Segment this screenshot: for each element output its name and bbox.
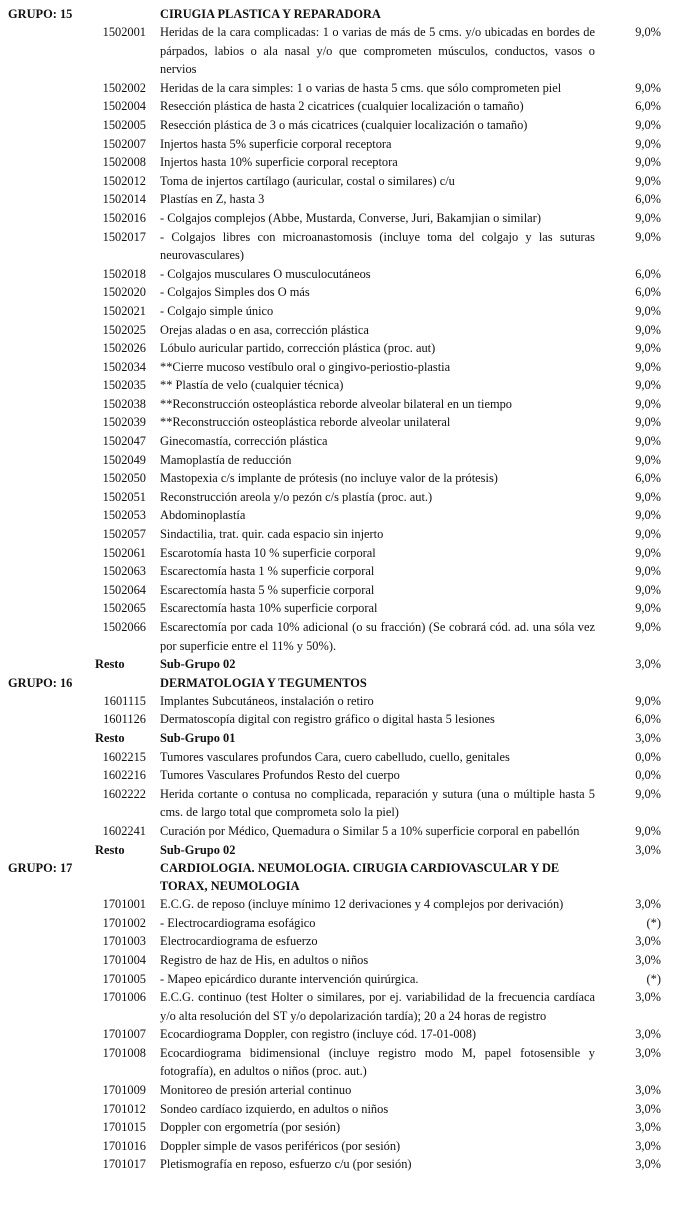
table-row xyxy=(0,116,698,135)
table-row xyxy=(0,395,698,414)
procedure-code: 1502016 xyxy=(102,210,146,225)
table-row xyxy=(0,1044,698,1081)
procedure-description: Injertos hasta 10% superficie corporal receptora xyxy=(160,155,398,170)
table-row xyxy=(0,321,698,340)
procedure-description: Herida cortante o contusa no complicada, reparación y sutura (una o múltiple hasta 5 cms. de largo total que comprometa solo la piel) xyxy=(160,786,595,820)
group-header xyxy=(0,5,698,23)
percentage: 9,0% xyxy=(635,415,661,430)
procedure-description: **Reconstrucción osteoplástica reborde alveolar unilateral xyxy=(160,415,451,430)
percentage: 9,0% xyxy=(635,136,661,151)
percentage: 9,0% xyxy=(635,341,661,356)
procedure-description: Toma de injertos cartílago (auricular, costal o similares) c/u xyxy=(160,173,455,188)
table-row xyxy=(0,228,698,265)
table-row xyxy=(0,1118,698,1137)
percentage: 3,0% xyxy=(635,1045,661,1060)
procedure-description: Resección plástica de 3 o más cicatrices (cualquier localización o tamaño) xyxy=(160,117,528,132)
table-row xyxy=(0,914,698,933)
procedure-code: 1701012 xyxy=(102,1101,146,1116)
table-row xyxy=(0,932,698,951)
percentage: 3,0% xyxy=(635,730,661,745)
procedure-code: 1701001 xyxy=(102,897,146,912)
procedure-description: - Colgajo simple único xyxy=(160,303,274,318)
table-row xyxy=(0,951,698,970)
procedure-code: 1701006 xyxy=(102,990,146,1005)
procedure-description: Plastías en Z, hasta 3 xyxy=(160,192,265,207)
procedure-code: 1701015 xyxy=(102,1120,146,1135)
percentage: 9,0% xyxy=(635,359,661,374)
procedure-description: Doppler simple de vasos periféricos (por sesión) xyxy=(160,1138,401,1153)
percentage: 9,0% xyxy=(635,210,661,225)
procedure-code: 1502018 xyxy=(102,266,146,281)
procedure-code: 1502063 xyxy=(102,564,146,579)
percentage: 9,0% xyxy=(635,582,661,597)
procedure-code: 1701008 xyxy=(102,1045,146,1060)
table-row xyxy=(0,172,698,191)
procedure-code: 1502005 xyxy=(102,117,146,132)
percentage: 9,0% xyxy=(635,564,661,579)
procedure-code: 1502007 xyxy=(102,136,146,151)
procedure-description: Registro de haz de His, en adultos o niños xyxy=(160,952,369,967)
table-row xyxy=(0,895,698,914)
procedure-code: 1502020 xyxy=(102,285,146,300)
percentage: 6,0% xyxy=(635,266,661,281)
procedure-description: Orejas aladas o en asa, corrección plástica xyxy=(160,322,369,337)
procedure-description: Implantes Subcutáneos, instalación o retiro xyxy=(160,693,374,708)
procedure-code: 1701009 xyxy=(102,1083,146,1098)
percentage: 9,0% xyxy=(635,786,661,801)
procedure-description: Reconstrucción areola y/o pezón c/s plastía (proc. aut.) xyxy=(160,489,433,504)
procedure-code: 1502026 xyxy=(102,341,146,356)
procedure-code: 1502021 xyxy=(102,303,146,318)
percentage: 3,0% xyxy=(635,934,661,949)
procedure-code: 1502012 xyxy=(102,173,146,188)
percentage: 3,0% xyxy=(635,1157,661,1172)
percentage: 6,0% xyxy=(635,471,661,486)
table-row xyxy=(0,710,698,729)
table-row xyxy=(0,432,698,451)
procedure-description: Escarectomía hasta 5 % superficie corporal xyxy=(160,582,375,597)
procedure-code: 1602216 xyxy=(102,768,146,783)
procedure-code: 1602241 xyxy=(102,823,146,838)
procedure-code: 1502047 xyxy=(102,434,146,449)
percentage: 9,0% xyxy=(635,80,661,95)
procedure-description: **Cierre mucoso vestíbulo oral o gingivo-periostio-plastia xyxy=(160,359,451,374)
procedure-code: 1502034 xyxy=(102,359,146,374)
subgroup-name: Sub-Grupo 01 xyxy=(160,730,236,745)
percentage: (*) xyxy=(646,915,661,930)
table-row xyxy=(0,692,698,711)
subgroup-name: Sub-Grupo 02 xyxy=(160,842,236,857)
table-row xyxy=(0,97,698,116)
table-row xyxy=(0,469,698,488)
table-row xyxy=(0,1025,698,1044)
percentage: 9,0% xyxy=(635,117,661,132)
table-row xyxy=(0,506,698,525)
procedure-code: 1701016 xyxy=(102,1138,146,1153)
procedure-description: E.C.G. continuo (test Holter o similares, por ej. variabilidad de la frecuencia cardíaca y/o alta resolución del ST y/o depolarización tardía); 20 a 24 horas de registro xyxy=(160,990,595,1023)
procedure-description: **Reconstrucción osteoplástica reborde alveolar bilateral en un tiempo xyxy=(160,396,512,411)
table-row xyxy=(0,1081,698,1100)
procedure-code: 1502051 xyxy=(102,489,146,504)
percentage: 9,0% xyxy=(635,396,661,411)
resto-label: Resto xyxy=(95,730,125,745)
procedure-code: 1701004 xyxy=(102,952,146,967)
procedure-description: - Colgajos Simples dos O más xyxy=(160,285,310,300)
percentage: 9,0% xyxy=(635,527,661,542)
percentage: 3,0% xyxy=(635,1138,661,1153)
table-row xyxy=(0,79,698,98)
percentage: 9,0% xyxy=(635,508,661,523)
percentage: 3,0% xyxy=(635,1027,661,1042)
table-row xyxy=(0,766,698,785)
procedure-code: 1502061 xyxy=(102,545,146,560)
procedure-description: ** Plastía de velo (cualquier técnica) xyxy=(160,378,344,393)
procedure-code: 1602215 xyxy=(102,749,146,764)
subgroup-row xyxy=(0,655,698,674)
procedure-code: 1502050 xyxy=(102,471,146,486)
percentage: 3,0% xyxy=(635,657,661,672)
procedure-description: Injertos hasta 5% superficie corporal receptora xyxy=(160,136,392,151)
procedure-code: 1502001 xyxy=(102,25,146,39)
procedure-code: 1701005 xyxy=(102,971,146,986)
percentage: 9,0% xyxy=(635,322,661,337)
procedure-description: Electrocardiograma de esfuerzo xyxy=(160,934,318,949)
group-label: GRUPO: 17 xyxy=(8,861,73,876)
procedure-description: Dermatoscopía digital con registro gráfico o digital hasta 5 lesiones xyxy=(160,712,495,727)
table-row xyxy=(0,988,698,1025)
table-row xyxy=(0,1137,698,1156)
table-row xyxy=(0,190,698,209)
procedure-code: 1502064 xyxy=(102,582,146,597)
procedure-code: 1502014 xyxy=(102,192,146,207)
subgroup-row xyxy=(0,729,698,748)
procedure-description: Escarectomía hasta 1 % superficie corporal xyxy=(160,564,375,579)
table-row xyxy=(0,451,698,470)
procedure-code: 1701007 xyxy=(102,1027,146,1042)
procedure-description: Mastopexia c/s implante de prótesis (no incluye valor de la prótesis) xyxy=(160,471,498,486)
procedure-code: 1502053 xyxy=(102,508,146,523)
subgroup-row xyxy=(0,841,698,860)
table-row xyxy=(0,413,698,432)
procedure-code: 1502066 xyxy=(102,620,146,634)
procedure-description: Monitoreo de presión arterial continuo xyxy=(160,1083,352,1098)
procedure-code: 1502008 xyxy=(102,155,146,170)
percentage: 3,0% xyxy=(635,1101,661,1116)
percentage: 6,0% xyxy=(635,99,661,114)
procedure-code: 1502017 xyxy=(102,229,146,244)
procedure-description: Resección plástica de hasta 2 cicatrices (cualquier localización o tamaño) xyxy=(160,99,524,114)
table-row xyxy=(0,1155,698,1174)
table-row xyxy=(0,488,698,507)
procedure-description: Tumores Vasculares Profundos Resto del cuerpo xyxy=(160,768,400,783)
table-row xyxy=(0,599,698,618)
table-row xyxy=(0,358,698,377)
percentage: 9,0% xyxy=(635,303,661,318)
percentage: 9,0% xyxy=(635,823,661,838)
procedure-code: 1502057 xyxy=(102,527,146,542)
table-row xyxy=(0,283,698,302)
procedure-description: Ecocardiograma Doppler, con registro (incluye cód. 17-01-008) xyxy=(160,1027,477,1042)
group-title: CARDIOLOGIA. NEUMOLOGIA. CIRUGIA CARDIOVASCULAR Y DE TORAX, NEUMOLOGIA xyxy=(160,861,560,894)
procedure-code: 1701002 xyxy=(102,915,146,930)
table-row xyxy=(0,970,698,989)
percentage: 9,0% xyxy=(635,601,661,616)
procedure-description: Heridas de la cara simples: 1 o varias de hasta 5 cms. que sólo comprometen piel xyxy=(160,80,562,95)
procedure-description: Sindactilia, trat. quir. cada espacio sin injerto xyxy=(160,527,384,542)
group-header xyxy=(0,674,698,692)
table-row xyxy=(0,302,698,321)
table-row xyxy=(0,525,698,544)
procedure-code: 1602222 xyxy=(102,786,146,801)
percentage: 3,0% xyxy=(635,1083,661,1098)
procedure-description: Tumores vasculares profundos Cara, cuero cabelludo, cuello, genitales xyxy=(160,749,510,764)
percentage: 9,0% xyxy=(635,25,661,39)
percentage: 9,0% xyxy=(635,693,661,708)
table-row xyxy=(0,339,698,358)
percentage: 9,0% xyxy=(635,155,661,170)
percentage: 0,0% xyxy=(635,749,661,764)
procedure-code: 1502035 xyxy=(102,378,146,393)
procedure-code: 1502004 xyxy=(102,99,146,114)
group-label: GRUPO: 15 xyxy=(8,7,73,21)
subgroup-name: Sub-Grupo 02 xyxy=(160,657,236,672)
procedure-code: 1502065 xyxy=(102,601,146,616)
table-row xyxy=(0,544,698,563)
procedure-description: - Colgajos libres con microanastomosis (incluye toma del colgajo y las suturas neurovasculares) xyxy=(160,229,595,263)
group-header xyxy=(0,859,698,895)
table-row xyxy=(0,376,698,395)
procedure-description: Ecocardiograma bidimensional (incluye registro modo M, papel fotosensible y fotografía), en adultos o niños (proc. aut.) xyxy=(160,1045,595,1079)
resto-label: Resto xyxy=(95,842,125,857)
percentage: 9,0% xyxy=(635,434,661,449)
procedure-description: Mamoplastía de reducción xyxy=(160,452,292,467)
procedure-code: 1601115 xyxy=(103,693,146,708)
procedure-code: 1601126 xyxy=(103,712,146,727)
percentage: (*) xyxy=(646,971,661,986)
resto-label: Resto xyxy=(95,657,125,672)
percentage: 6,0% xyxy=(635,285,661,300)
table-row xyxy=(0,618,698,655)
procedure-description: Curación por Médico, Quemadura o Similar 5 a 10% superficie corporal en pabellón xyxy=(160,823,580,838)
table-row xyxy=(0,581,698,600)
percentage: 3,0% xyxy=(635,1120,661,1135)
procedure-description: Abdominoplastía xyxy=(160,508,246,523)
procedure-description: Sondeo cardíaco izquierdo, en adultos o niños xyxy=(160,1101,389,1116)
percentage: 3,0% xyxy=(635,842,661,857)
procedure-code: 1502049 xyxy=(102,452,146,467)
table-row xyxy=(0,562,698,581)
procedure-description: - Mapeo epicárdico durante intervención quirúrgica. xyxy=(160,971,419,986)
percentage: 6,0% xyxy=(635,712,661,727)
procedure-code: 1502002 xyxy=(102,80,146,95)
procedure-description: - Colgajos musculares O musculocutáneos xyxy=(160,266,371,281)
percentage: 3,0% xyxy=(635,990,661,1005)
procedure-description: Lóbulo auricular partido, corrección plástica (proc. aut) xyxy=(160,341,436,356)
percentage: 6,0% xyxy=(635,192,661,207)
percentage: 9,0% xyxy=(635,378,661,393)
procedure-description: Heridas de la cara complicadas: 1 o varias de más de 5 cms. y/o ubicadas en bordes de párpados, labios o ala nasal y/o que comprometen músculos, conductos, vasos o nervios xyxy=(160,25,595,77)
procedure-description: Ginecomastía, corrección plástica xyxy=(160,434,328,449)
procedure-description: E.C.G. de reposo (incluye mínimo 12 derivaciones y 4 complejos por derivación) xyxy=(160,897,564,912)
procedure-description: Escarectomía hasta 10% superficie corporal xyxy=(160,601,378,616)
procedure-code: 1701017 xyxy=(102,1157,146,1172)
percentage: 9,0% xyxy=(635,229,661,244)
percentage: 9,0% xyxy=(635,620,661,634)
procedure-description: Doppler con ergometría (por sesión) xyxy=(160,1120,341,1135)
procedure-code: 1502039 xyxy=(102,415,146,430)
table-row xyxy=(0,209,698,228)
group-label: GRUPO: 16 xyxy=(8,675,73,690)
percentage: 9,0% xyxy=(635,452,661,467)
percentage: 9,0% xyxy=(635,545,661,560)
procedure-code: 1502025 xyxy=(102,322,146,337)
table-row xyxy=(0,1100,698,1119)
procedure-description: Escarotomía hasta 10 % superficie corporal xyxy=(160,545,376,560)
group-title: DERMATOLOGIA Y TEGUMENTOS xyxy=(160,675,367,690)
percentage: 9,0% xyxy=(635,489,661,504)
table-row xyxy=(0,23,698,79)
percentage: 0,0% xyxy=(635,768,661,783)
table-row xyxy=(0,822,698,841)
table-row xyxy=(0,785,698,822)
percentage: 9,0% xyxy=(635,173,661,188)
procedure-description: Escarectomía por cada 10% adicional (o su fracción) (Se cobrará cód. ad. una sóla vez por superficie entre el 11% y 50%). xyxy=(160,620,595,653)
procedure-code: 1701003 xyxy=(102,934,146,949)
table-row xyxy=(0,153,698,172)
procedure-code: 1502038 xyxy=(102,396,146,411)
table-row xyxy=(0,265,698,284)
group-title: CIRUGIA PLASTICA Y REPARADORA xyxy=(160,7,381,21)
table-row xyxy=(0,135,698,154)
procedure-description: - Colgajos complejos (Abbe, Mustarda, Converse, Juri, Bakamjian o similar) xyxy=(160,210,541,225)
percentage: 3,0% xyxy=(635,952,661,967)
procedure-description: Pletismografía en reposo, esfuerzo c/u (por sesión) xyxy=(160,1157,412,1172)
procedure-description: - Electrocardiograma esofágico xyxy=(160,915,316,930)
percentage: 3,0% xyxy=(635,897,661,912)
table-row xyxy=(0,748,698,767)
